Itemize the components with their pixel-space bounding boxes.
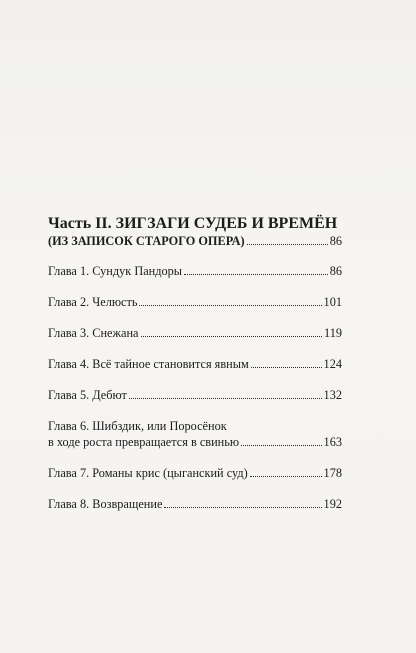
toc-part-title-line-2: (ИЗ ЗАПИСОК СТАРОГО ОПЕРА)	[48, 234, 245, 248]
toc-chapter-entry[interactable]	[48, 356, 342, 372]
toc-chapter-entry[interactable]	[48, 418, 342, 450]
dot-leader	[164, 507, 321, 508]
toc-chapter-entry[interactable]	[48, 496, 342, 512]
toc-part-title-line-1: Часть II. ЗИГЗАГИ СУДЕБ И ВРЕМЁН	[48, 215, 338, 232]
toc-chapter-entry[interactable]	[48, 325, 342, 341]
dot-leader	[250, 476, 322, 477]
toc-part-title-row	[48, 233, 342, 249]
toc-page-number: 119	[324, 326, 342, 340]
toc-chapter-title: Глава 5. Дебют	[48, 388, 127, 402]
toc-page-number: 178	[323, 466, 342, 480]
toc-part-entry[interactable]	[48, 215, 342, 249]
toc-chapter-entry[interactable]	[48, 294, 342, 310]
toc-page-number: 86	[329, 264, 342, 278]
toc-chapter-title: Глава 8. Возвращение	[48, 497, 163, 511]
toc-chapter-title-row	[48, 434, 342, 450]
toc-chapter-title: Глава 1. Сундук Пандоры	[48, 264, 183, 278]
dot-leader	[241, 445, 321, 446]
toc-page-number: 163	[323, 435, 342, 449]
toc-chapter-title: Глава 4. Всё тайное становится явным	[48, 357, 249, 371]
toc-chapter-entry[interactable]	[48, 387, 342, 403]
dot-leader	[247, 244, 328, 245]
toc-page-number: 86	[329, 234, 342, 248]
toc-page-number: 192	[323, 497, 342, 511]
table-of-contents	[48, 215, 342, 512]
dot-leader	[129, 398, 322, 399]
dot-leader	[251, 367, 322, 368]
toc-chapter-entry[interactable]	[48, 465, 342, 481]
toc-chapter-title: Глава 7. Романы крис (цыганский суд)	[48, 466, 248, 480]
toc-chapter-title: Глава 2. Челюсть	[48, 295, 138, 309]
toc-chapter-entry[interactable]	[48, 263, 342, 279]
toc-chapter-title-line-2: в ходе роста превращается в свинью	[48, 435, 240, 449]
dot-leader	[139, 305, 321, 306]
dot-leader	[184, 274, 328, 275]
toc-page-number: 124	[323, 357, 342, 371]
toc-page-number: 132	[323, 388, 342, 402]
toc-chapter-title-line-1: Глава 6. Шибздик, или Поросёнок	[48, 419, 227, 433]
dot-leader	[141, 336, 323, 337]
toc-page-number: 101	[323, 295, 342, 309]
toc-chapter-title: Глава 3. Снежана	[48, 326, 139, 340]
